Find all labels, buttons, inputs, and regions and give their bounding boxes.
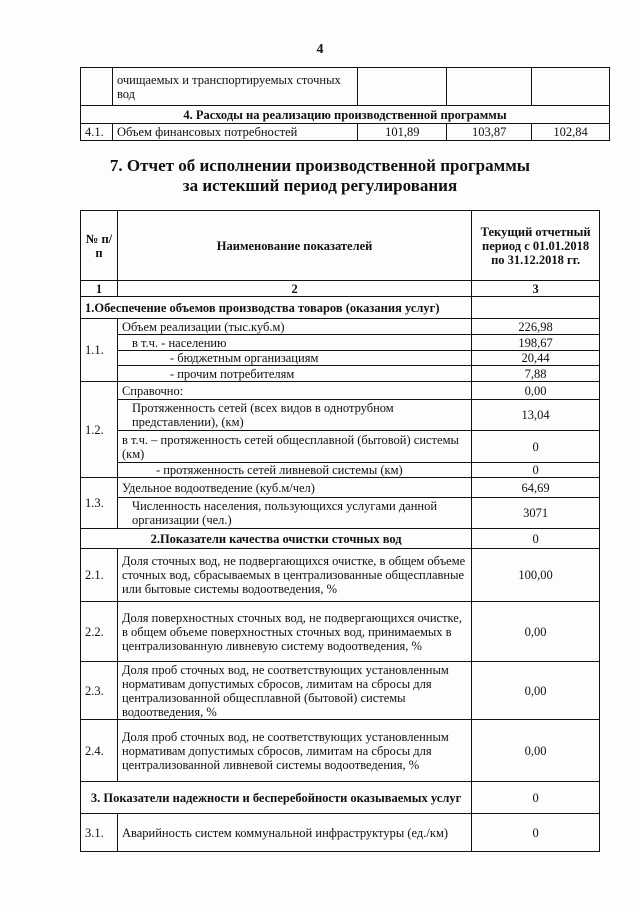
row-name: Объем реализации (тыс.куб.м) (117, 319, 471, 335)
row-name: Аварийность систем коммунальной инфраструктуры (ед./км) (117, 814, 471, 852)
value: 101,89 (358, 124, 447, 141)
row-name: - бюджетным организациям (117, 351, 471, 366)
row-name: Удельное водоотведение (куб.м/чел) (117, 478, 471, 498)
row-name: Справочно: (117, 382, 471, 400)
header-name: Наименование показателей (117, 211, 471, 281)
row-num: 2.3. (81, 662, 118, 720)
section-heading: 2.Показатели качества очистки сточных вод (81, 529, 472, 549)
row-name: - протяженность сетей ливневой системы (км) (117, 463, 471, 478)
value: 0 (472, 431, 600, 463)
section-row (81, 106, 610, 124)
table-row (81, 68, 610, 106)
row-num: 1.3. (81, 478, 118, 529)
value: 20,44 (472, 351, 600, 366)
report-table (80, 210, 600, 852)
header-period: Текущий отчетный период с 01.01.2018 по 31.12.2018 гг. (472, 211, 600, 281)
value: 0,00 (472, 602, 600, 662)
value: 103,87 (447, 124, 532, 141)
col-number: 1 (81, 281, 118, 297)
value: 13,04 (472, 400, 600, 431)
value: 0,00 (472, 662, 600, 720)
value: 0,00 (472, 720, 600, 782)
value: 100,00 (472, 549, 600, 602)
section-heading: 4. Расходы на реализацию производственной программы (81, 106, 610, 124)
previous-table (80, 67, 610, 141)
row-num: 2.4. (81, 720, 118, 782)
value: 0 (472, 782, 600, 814)
row-num: 2.2. (81, 602, 118, 662)
row-num: 1.2. (81, 382, 118, 478)
value: 0,00 (472, 382, 600, 400)
row-name: Протяженность сетей (всех видов в однотрубном представлении), (км) (117, 400, 471, 431)
section-heading: 3. Показатели надежности и бесперебойности оказываемых услуг (81, 782, 472, 814)
row-name: Доля проб сточных вод, не соответствующих установленным нормативам допустимых сбросов, лимитам на сбросы для централизованной ливневой системы водоотведения, % (117, 720, 471, 782)
title-line: 7. Отчет об исполнении производственной программы (109, 156, 531, 175)
row-name: в т.ч. - населению (117, 335, 471, 351)
row-name: очищаемых и транспортируемых сточных вод (112, 68, 357, 106)
row-num: 2.1. (81, 549, 118, 602)
value: 102,84 (532, 124, 610, 141)
row-name: Численность населения, пользующихся услугами данной организации (чел.) (117, 498, 471, 529)
value: 7,88 (472, 366, 600, 382)
value: 198,67 (472, 335, 600, 351)
row-num: 1.1. (81, 319, 118, 382)
row-name: Доля сточных вод, не подвергающихся очистке, в общем объеме сточных вод, сбрасываемых в централизованные общесплавные или бытовые системы водоотведения, % (117, 549, 471, 602)
row-name: в т.ч. – протяженность сетей общесплавной (бытовой) системы (км) (117, 431, 471, 463)
title-line: за истекший период регулирования (182, 176, 458, 195)
row-name: - прочим потребителям (117, 366, 471, 382)
value: 0 (472, 814, 600, 852)
row-num: 4.1. (81, 124, 113, 141)
col-number: 2 (117, 281, 471, 297)
value: 226,98 (472, 319, 600, 335)
value: 0 (472, 529, 600, 549)
value: 64,69 (472, 478, 600, 498)
value: 3071 (472, 498, 600, 529)
section-title (0, 156, 640, 196)
row-num: 3.1. (81, 814, 118, 852)
row-name: Доля поверхностных сточных вод, не подвергающихся очистке, в общем объеме поверхностных сточных вод, принимаемых в централизованную ливневую систему водоотведения, % (117, 602, 471, 662)
section-heading: 1.Обеспечение объемов производства товаров (оказания услуг) (81, 297, 472, 319)
header-num: № п/п (81, 211, 118, 281)
value: 0 (472, 463, 600, 478)
row-name: Объем финансовых потребностей (112, 124, 357, 141)
row-name: Доля проб сточных вод, не соответствующих установленным нормативам допустимых сбросов, лимитам на сбросы для централизованной общесплавной (бытовой) системы водоотведения, % (117, 662, 471, 720)
table-row (81, 124, 610, 141)
col-number: 3 (472, 281, 600, 297)
page-number: 4 (316, 42, 324, 57)
